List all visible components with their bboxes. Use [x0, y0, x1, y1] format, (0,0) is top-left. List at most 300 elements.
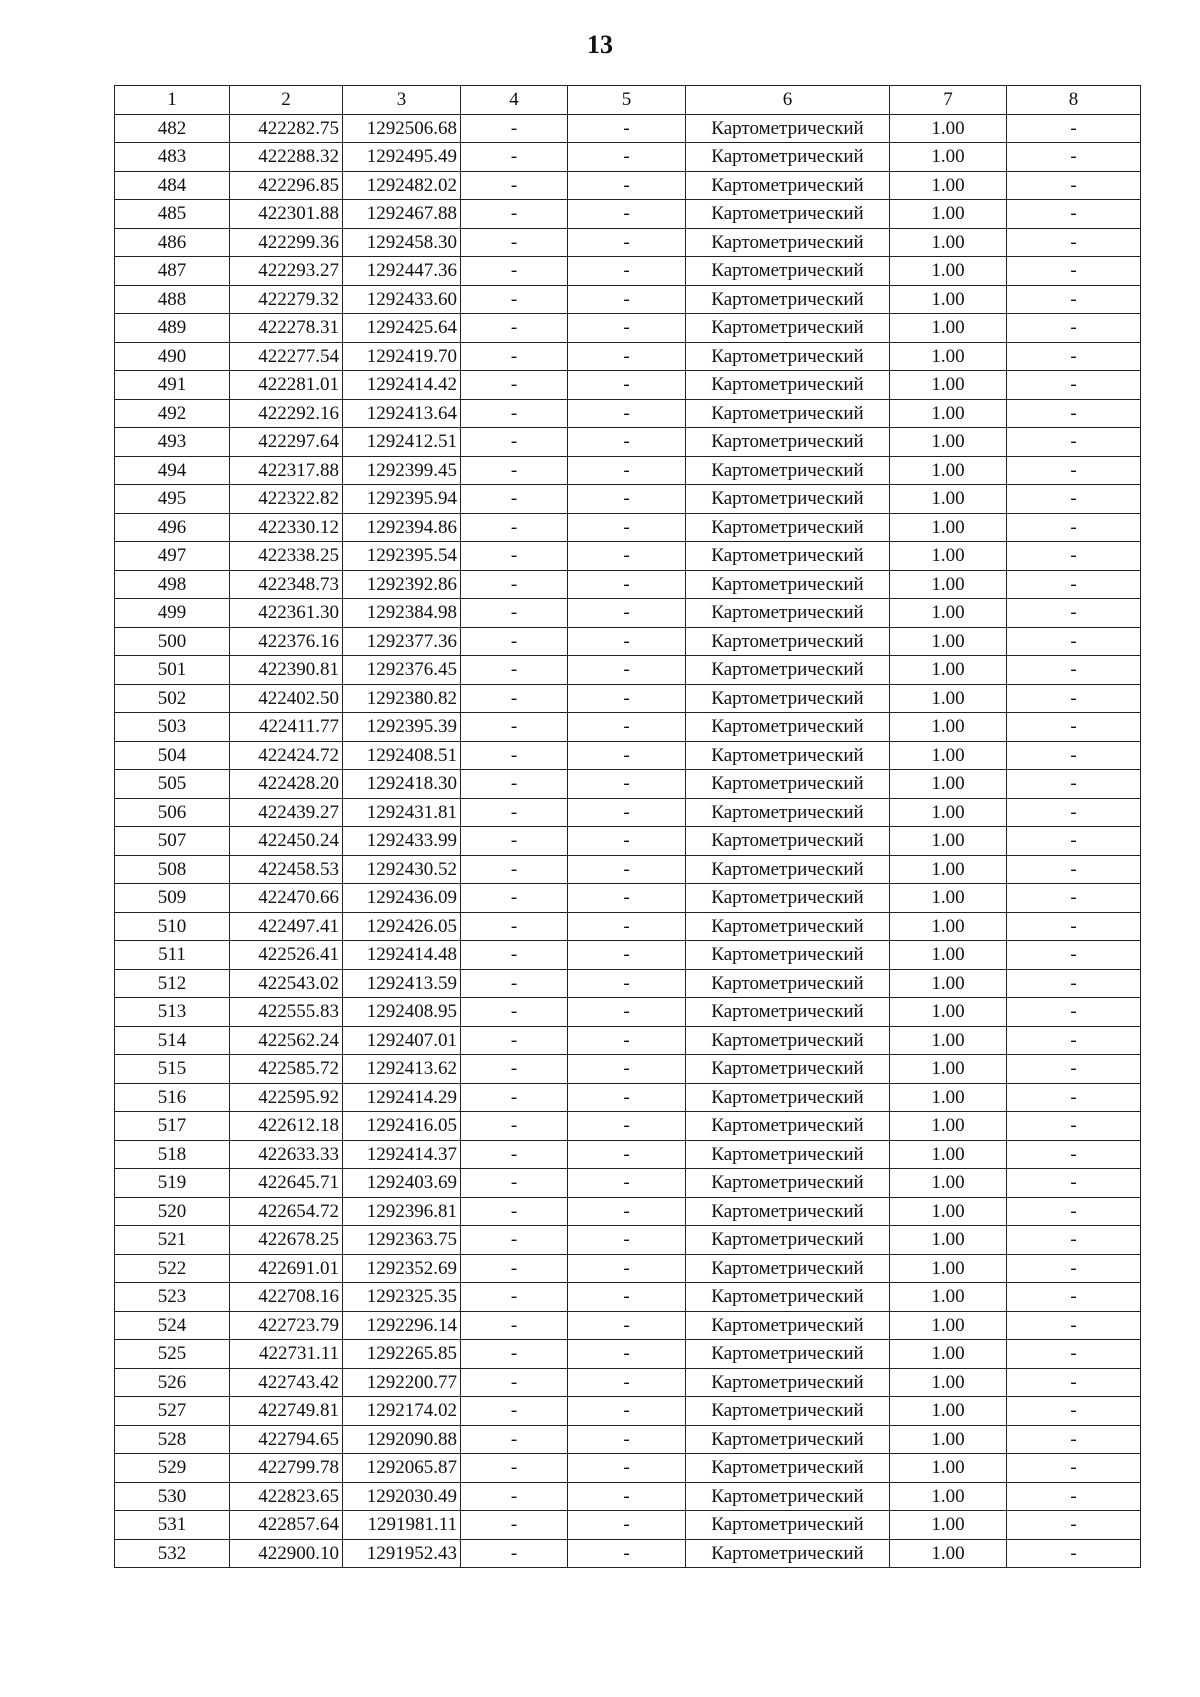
- table-body: [115, 114, 1141, 1568]
- table-cell-col-8: -: [1007, 399, 1141, 428]
- table-cell-col-3: 1292174.02: [343, 1397, 461, 1426]
- table-cell-col-7: 1.00: [890, 200, 1007, 229]
- table-cell-col-1: 524: [115, 1311, 230, 1340]
- table-cell-col-6: Картометрический: [686, 513, 890, 542]
- table-cell-col-4: -: [461, 798, 568, 827]
- table-cell-col-2: 422799.78: [230, 1454, 343, 1483]
- table-cell-col-3: 1292376.45: [343, 656, 461, 685]
- table-row: [115, 143, 1141, 172]
- table-header: [115, 86, 1141, 115]
- table-cell-col-5: -: [568, 285, 686, 314]
- table-cell-col-1: 526: [115, 1368, 230, 1397]
- table-row: [115, 1425, 1141, 1454]
- table-row: [115, 1112, 1141, 1141]
- table-cell-col-1: 510: [115, 912, 230, 941]
- table-cell-col-4: -: [461, 1226, 568, 1255]
- table-cell-col-6: Картометрический: [686, 342, 890, 371]
- table-cell-col-4: -: [461, 285, 568, 314]
- table-cell-col-7: 1.00: [890, 713, 1007, 742]
- table-cell-col-7: 1.00: [890, 257, 1007, 286]
- table-cell-col-6: Картометрический: [686, 1169, 890, 1198]
- table-cell-col-5: -: [568, 713, 686, 742]
- table-row: [115, 485, 1141, 514]
- table-cell-col-7: 1.00: [890, 1026, 1007, 1055]
- table-cell-col-6: Картометрический: [686, 627, 890, 656]
- table-cell-col-4: -: [461, 1112, 568, 1141]
- table-cell-col-2: 422562.24: [230, 1026, 343, 1055]
- table-cell-col-1: 507: [115, 827, 230, 856]
- table-cell-col-1: 516: [115, 1083, 230, 1112]
- table-cell-col-5: -: [568, 1283, 686, 1312]
- table-row: [115, 1169, 1141, 1198]
- table-cell-col-6: Картометрический: [686, 1340, 890, 1369]
- table-cell-col-8: -: [1007, 1169, 1141, 1198]
- table-cell-col-2: 422731.11: [230, 1340, 343, 1369]
- column-header-1: 1: [115, 86, 230, 115]
- table-cell-col-8: -: [1007, 1197, 1141, 1226]
- table-cell-col-5: -: [568, 513, 686, 542]
- table-cell-col-6: Картометрический: [686, 798, 890, 827]
- table-cell-col-2: 422402.50: [230, 684, 343, 713]
- table-row: [115, 228, 1141, 257]
- table-cell-col-1: 500: [115, 627, 230, 656]
- table-cell-col-3: 1292482.02: [343, 171, 461, 200]
- table-cell-col-4: -: [461, 542, 568, 571]
- table-cell-col-4: -: [461, 1055, 568, 1084]
- table-cell-col-3: 1292407.01: [343, 1026, 461, 1055]
- table-cell-col-6: Картометрический: [686, 143, 890, 172]
- table-cell-col-7: 1.00: [890, 1340, 1007, 1369]
- table-cell-col-6: Картометрический: [686, 285, 890, 314]
- table-cell-col-7: 1.00: [890, 542, 1007, 571]
- table-cell-col-3: 1292065.87: [343, 1454, 461, 1483]
- table-cell-col-1: 488: [115, 285, 230, 314]
- table-cell-col-2: 422470.66: [230, 884, 343, 913]
- table-cell-col-1: 517: [115, 1112, 230, 1141]
- table-cell-col-2: 422376.16: [230, 627, 343, 656]
- table-cell-col-1: 485: [115, 200, 230, 229]
- table-cell-col-3: 1292436.09: [343, 884, 461, 913]
- table-row: [115, 1055, 1141, 1084]
- table-cell-col-3: 1292431.81: [343, 798, 461, 827]
- table-cell-col-2: 422411.77: [230, 713, 343, 742]
- table-cell-col-1: 499: [115, 599, 230, 628]
- table-cell-col-7: 1.00: [890, 1083, 1007, 1112]
- table-cell-col-8: -: [1007, 627, 1141, 656]
- table-cell-col-7: 1.00: [890, 485, 1007, 514]
- table-cell-col-4: -: [461, 1425, 568, 1454]
- table-cell-col-6: Картометрический: [686, 1368, 890, 1397]
- table-row: [115, 684, 1141, 713]
- table-cell-col-2: 422338.25: [230, 542, 343, 571]
- table-cell-col-3: 1292030.49: [343, 1482, 461, 1511]
- table-cell-col-5: -: [568, 228, 686, 257]
- table-cell-col-7: 1.00: [890, 969, 1007, 998]
- table-cell-col-5: -: [568, 998, 686, 1027]
- table-row: [115, 741, 1141, 770]
- table-cell-col-6: Картометрический: [686, 570, 890, 599]
- table-cell-col-8: -: [1007, 1482, 1141, 1511]
- table-cell-col-1: 527: [115, 1397, 230, 1426]
- table-cell-col-4: -: [461, 827, 568, 856]
- table-cell-col-8: -: [1007, 1311, 1141, 1340]
- table-cell-col-8: -: [1007, 912, 1141, 941]
- table-cell-col-7: 1.00: [890, 570, 1007, 599]
- table-row: [115, 1226, 1141, 1255]
- coordinates-table: [114, 85, 1141, 1568]
- table-row: [115, 314, 1141, 343]
- table-cell-col-5: -: [568, 456, 686, 485]
- table-cell-col-6: Картометрический: [686, 599, 890, 628]
- table-header-row: [115, 86, 1141, 115]
- table-cell-col-6: Картометрический: [686, 456, 890, 485]
- table-cell-col-5: -: [568, 1311, 686, 1340]
- table-row: [115, 371, 1141, 400]
- table-cell-col-2: 422450.24: [230, 827, 343, 856]
- table-cell-col-8: -: [1007, 228, 1141, 257]
- table-cell-col-8: -: [1007, 456, 1141, 485]
- table-cell-col-7: 1.00: [890, 884, 1007, 913]
- table-cell-col-7: 1.00: [890, 599, 1007, 628]
- table-cell-col-4: -: [461, 627, 568, 656]
- table-cell-col-2: 422288.32: [230, 143, 343, 172]
- table-cell-col-7: 1.00: [890, 656, 1007, 685]
- table-cell-col-2: 422595.92: [230, 1083, 343, 1112]
- table-cell-col-1: 511: [115, 941, 230, 970]
- table-cell-col-2: 422458.53: [230, 855, 343, 884]
- table-cell-col-8: -: [1007, 827, 1141, 856]
- table-cell-col-3: 1292395.39: [343, 713, 461, 742]
- table-cell-col-2: 422654.72: [230, 1197, 343, 1226]
- table-cell-col-8: -: [1007, 1254, 1141, 1283]
- table-cell-col-5: -: [568, 1397, 686, 1426]
- table-cell-col-5: -: [568, 143, 686, 172]
- table-cell-col-1: 521: [115, 1226, 230, 1255]
- table-row: [115, 1397, 1141, 1426]
- table-cell-col-8: -: [1007, 1055, 1141, 1084]
- table-cell-col-3: 1292363.75: [343, 1226, 461, 1255]
- table-row: [115, 656, 1141, 685]
- table-cell-col-4: -: [461, 200, 568, 229]
- table-cell-col-2: 422691.01: [230, 1254, 343, 1283]
- table-cell-col-1: 490: [115, 342, 230, 371]
- table-cell-col-5: -: [568, 1254, 686, 1283]
- table-cell-col-5: -: [568, 884, 686, 913]
- table-cell-col-5: -: [568, 599, 686, 628]
- table-row: [115, 855, 1141, 884]
- table-cell-col-8: -: [1007, 656, 1141, 685]
- table-cell-col-6: Картометрический: [686, 912, 890, 941]
- table-cell-col-5: -: [568, 371, 686, 400]
- table-cell-col-6: Картометрический: [686, 827, 890, 856]
- table-cell-col-5: -: [568, 770, 686, 799]
- table-cell-col-3: 1292412.51: [343, 428, 461, 457]
- table-cell-col-7: 1.00: [890, 143, 1007, 172]
- table-cell-col-8: -: [1007, 314, 1141, 343]
- table-cell-col-4: -: [461, 998, 568, 1027]
- table-cell-col-2: 422281.01: [230, 371, 343, 400]
- table-cell-col-3: 1292458.30: [343, 228, 461, 257]
- table-cell-col-3: 1292467.88: [343, 200, 461, 229]
- table-cell-col-3: 1292413.64: [343, 399, 461, 428]
- table-cell-col-1: 523: [115, 1283, 230, 1312]
- table-cell-col-2: 422301.88: [230, 200, 343, 229]
- column-header-4: 4: [461, 86, 568, 115]
- table-cell-col-3: 1292414.42: [343, 371, 461, 400]
- table-cell-col-3: 1292399.45: [343, 456, 461, 485]
- page-number: 13: [587, 30, 613, 59]
- table-cell-col-4: -: [461, 456, 568, 485]
- table-cell-col-4: -: [461, 969, 568, 998]
- table-cell-col-1: 494: [115, 456, 230, 485]
- table-cell-col-3: 1292433.60: [343, 285, 461, 314]
- table-cell-col-1: 532: [115, 1539, 230, 1568]
- table-cell-col-6: Картометрический: [686, 1055, 890, 1084]
- table-cell-col-3: 1292433.99: [343, 827, 461, 856]
- table-cell-col-4: -: [461, 1169, 568, 1198]
- table-cell-col-8: -: [1007, 285, 1141, 314]
- table-cell-col-5: -: [568, 1112, 686, 1141]
- table-cell-col-4: -: [461, 941, 568, 970]
- table-cell-col-2: 422292.16: [230, 399, 343, 428]
- table-cell-col-7: 1.00: [890, 371, 1007, 400]
- table-cell-col-4: -: [461, 1197, 568, 1226]
- table-cell-col-4: -: [461, 1397, 568, 1426]
- table-cell-col-1: 515: [115, 1055, 230, 1084]
- table-cell-col-7: 1.00: [890, 912, 1007, 941]
- table-cell-col-7: 1.00: [890, 1368, 1007, 1397]
- table-cell-col-5: -: [568, 627, 686, 656]
- table-row: [115, 998, 1141, 1027]
- table-cell-col-8: -: [1007, 570, 1141, 599]
- table-cell-col-3: 1292447.36: [343, 257, 461, 286]
- table-cell-col-3: 1292419.70: [343, 342, 461, 371]
- table-cell-col-5: -: [568, 1511, 686, 1540]
- table-cell-col-8: -: [1007, 741, 1141, 770]
- table-cell-col-5: -: [568, 684, 686, 713]
- table-cell-col-2: 422543.02: [230, 969, 343, 998]
- table-cell-col-8: -: [1007, 1397, 1141, 1426]
- table-cell-col-4: -: [461, 314, 568, 343]
- table-cell-col-1: 496: [115, 513, 230, 542]
- table-cell-col-6: Картометрический: [686, 1397, 890, 1426]
- table-cell-col-5: -: [568, 798, 686, 827]
- table-cell-col-2: 422633.33: [230, 1140, 343, 1169]
- table-cell-col-5: -: [568, 1083, 686, 1112]
- table-row: [115, 570, 1141, 599]
- table-cell-col-5: -: [568, 941, 686, 970]
- table-cell-col-6: Картометрический: [686, 485, 890, 514]
- table-cell-col-7: 1.00: [890, 342, 1007, 371]
- table-cell-col-6: Картометрический: [686, 428, 890, 457]
- table-cell-col-1: 487: [115, 257, 230, 286]
- table-cell-col-2: 422424.72: [230, 741, 343, 770]
- table-row: [115, 1311, 1141, 1340]
- table-cell-col-1: 522: [115, 1254, 230, 1283]
- table-row: [115, 342, 1141, 371]
- table-cell-col-4: -: [461, 599, 568, 628]
- table-cell-col-6: Картометрический: [686, 1026, 890, 1055]
- table-row: [115, 1511, 1141, 1540]
- table-cell-col-1: 505: [115, 770, 230, 799]
- table-cell-col-8: -: [1007, 798, 1141, 827]
- table-cell-col-5: -: [568, 200, 686, 229]
- table-cell-col-1: 495: [115, 485, 230, 514]
- table-cell-col-3: 1291981.11: [343, 1511, 461, 1540]
- table-cell-col-8: -: [1007, 770, 1141, 799]
- table-cell-col-1: 519: [115, 1169, 230, 1198]
- table-cell-col-5: -: [568, 485, 686, 514]
- table-cell-col-4: -: [461, 399, 568, 428]
- table-cell-col-8: -: [1007, 884, 1141, 913]
- table-cell-col-5: -: [568, 399, 686, 428]
- table-row: [115, 627, 1141, 656]
- table-row: [115, 1140, 1141, 1169]
- table-cell-col-2: 422390.81: [230, 656, 343, 685]
- table-cell-col-1: 503: [115, 713, 230, 742]
- table-cell-col-2: 422794.65: [230, 1425, 343, 1454]
- table-cell-col-5: -: [568, 1055, 686, 1084]
- table-cell-col-7: 1.00: [890, 513, 1007, 542]
- table-row: [115, 1340, 1141, 1369]
- table-cell-col-8: -: [1007, 485, 1141, 514]
- table-cell-col-1: 509: [115, 884, 230, 913]
- table-row: [115, 1539, 1141, 1568]
- table-cell-col-7: 1.00: [890, 627, 1007, 656]
- table-cell-col-2: 422708.16: [230, 1283, 343, 1312]
- table-cell-col-7: 1.00: [890, 1254, 1007, 1283]
- table-cell-col-8: -: [1007, 1140, 1141, 1169]
- table-cell-col-3: 1292425.64: [343, 314, 461, 343]
- table-cell-col-8: -: [1007, 1226, 1141, 1255]
- table-cell-col-1: 512: [115, 969, 230, 998]
- table-cell-col-4: -: [461, 1311, 568, 1340]
- table-cell-col-6: Картометрический: [686, 542, 890, 571]
- table-cell-col-1: 483: [115, 143, 230, 172]
- table-cell-col-3: 1292325.35: [343, 1283, 461, 1312]
- table-row: [115, 428, 1141, 457]
- table-cell-col-4: -: [461, 1511, 568, 1540]
- table-cell-col-4: -: [461, 485, 568, 514]
- table-cell-col-8: -: [1007, 257, 1141, 286]
- table-cell-col-2: 422361.30: [230, 599, 343, 628]
- table-cell-col-3: 1292265.85: [343, 1340, 461, 1369]
- table-cell-col-2: 422585.72: [230, 1055, 343, 1084]
- table-cell-col-2: 422279.32: [230, 285, 343, 314]
- table-cell-col-7: 1.00: [890, 456, 1007, 485]
- table-row: [115, 969, 1141, 998]
- table-cell-col-7: 1.00: [890, 741, 1007, 770]
- table-cell-col-3: 1292430.52: [343, 855, 461, 884]
- table-cell-col-6: Картометрический: [686, 998, 890, 1027]
- table-cell-col-5: -: [568, 741, 686, 770]
- table-cell-col-4: -: [461, 428, 568, 457]
- table-cell-col-4: -: [461, 228, 568, 257]
- table-cell-col-4: -: [461, 1140, 568, 1169]
- table-cell-col-3: 1292396.81: [343, 1197, 461, 1226]
- table-cell-col-4: -: [461, 656, 568, 685]
- table-cell-col-6: Картометрический: [686, 257, 890, 286]
- table-row: [115, 1254, 1141, 1283]
- table-cell-col-7: 1.00: [890, 684, 1007, 713]
- table-cell-col-2: 422612.18: [230, 1112, 343, 1141]
- table-cell-col-8: -: [1007, 143, 1141, 172]
- table-cell-col-1: 520: [115, 1197, 230, 1226]
- table-cell-col-4: -: [461, 884, 568, 913]
- table-cell-col-2: 422282.75: [230, 114, 343, 143]
- table-cell-col-5: -: [568, 542, 686, 571]
- table-cell-col-5: -: [568, 912, 686, 941]
- table-cell-col-1: 528: [115, 1425, 230, 1454]
- table-cell-col-3: 1292380.82: [343, 684, 461, 713]
- table-cell-col-4: -: [461, 684, 568, 713]
- table-row: [115, 399, 1141, 428]
- table-row: [115, 456, 1141, 485]
- table-cell-col-7: 1.00: [890, 1169, 1007, 1198]
- table-cell-col-7: 1.00: [890, 798, 1007, 827]
- table-cell-col-3: 1291952.43: [343, 1539, 461, 1568]
- table-cell-col-2: 422297.64: [230, 428, 343, 457]
- table-cell-col-1: 513: [115, 998, 230, 1027]
- table-cell-col-6: Картометрический: [686, 1511, 890, 1540]
- table-cell-col-8: -: [1007, 200, 1141, 229]
- table-cell-col-2: 422428.20: [230, 770, 343, 799]
- table-cell-col-6: Картометрический: [686, 656, 890, 685]
- table-cell-col-8: -: [1007, 513, 1141, 542]
- table-cell-col-1: 498: [115, 570, 230, 599]
- table-cell-col-4: -: [461, 713, 568, 742]
- table-cell-col-4: -: [461, 114, 568, 143]
- table-cell-col-4: -: [461, 855, 568, 884]
- table-cell-col-1: 489: [115, 314, 230, 343]
- table-cell-col-7: 1.00: [890, 285, 1007, 314]
- table-cell-col-2: 422330.12: [230, 513, 343, 542]
- table-cell-col-8: -: [1007, 371, 1141, 400]
- table-cell-col-2: 422743.42: [230, 1368, 343, 1397]
- column-header-8: 8: [1007, 86, 1141, 115]
- table-cell-col-5: -: [568, 1425, 686, 1454]
- table-cell-col-1: 501: [115, 656, 230, 685]
- table-cell-col-5: -: [568, 1197, 686, 1226]
- table-cell-col-8: -: [1007, 1425, 1141, 1454]
- table-cell-col-5: -: [568, 114, 686, 143]
- table-cell-col-4: -: [461, 143, 568, 172]
- table-cell-col-6: Картометрический: [686, 114, 890, 143]
- table-cell-col-1: 492: [115, 399, 230, 428]
- table-cell-col-6: Картометрический: [686, 1454, 890, 1483]
- column-header-5: 5: [568, 86, 686, 115]
- table-row: [115, 770, 1141, 799]
- table-cell-col-1: 525: [115, 1340, 230, 1369]
- table-row: [115, 599, 1141, 628]
- table-cell-col-7: 1.00: [890, 1226, 1007, 1255]
- table-cell-col-6: Картометрический: [686, 941, 890, 970]
- table-cell-col-3: 1292395.54: [343, 542, 461, 571]
- table-cell-col-5: -: [568, 1368, 686, 1397]
- table-cell-col-8: -: [1007, 684, 1141, 713]
- table-cell-col-6: Картометрический: [686, 1311, 890, 1340]
- table-cell-col-6: Картометрический: [686, 1482, 890, 1511]
- table-cell-col-5: -: [568, 314, 686, 343]
- table-cell-col-5: -: [568, 969, 686, 998]
- table-row: [115, 257, 1141, 286]
- table-cell-col-2: 422723.79: [230, 1311, 343, 1340]
- column-header-2: 2: [230, 86, 343, 115]
- table-cell-col-1: 529: [115, 1454, 230, 1483]
- table-row: [115, 285, 1141, 314]
- table-cell-col-1: 491: [115, 371, 230, 400]
- table-cell-col-6: Картометрический: [686, 855, 890, 884]
